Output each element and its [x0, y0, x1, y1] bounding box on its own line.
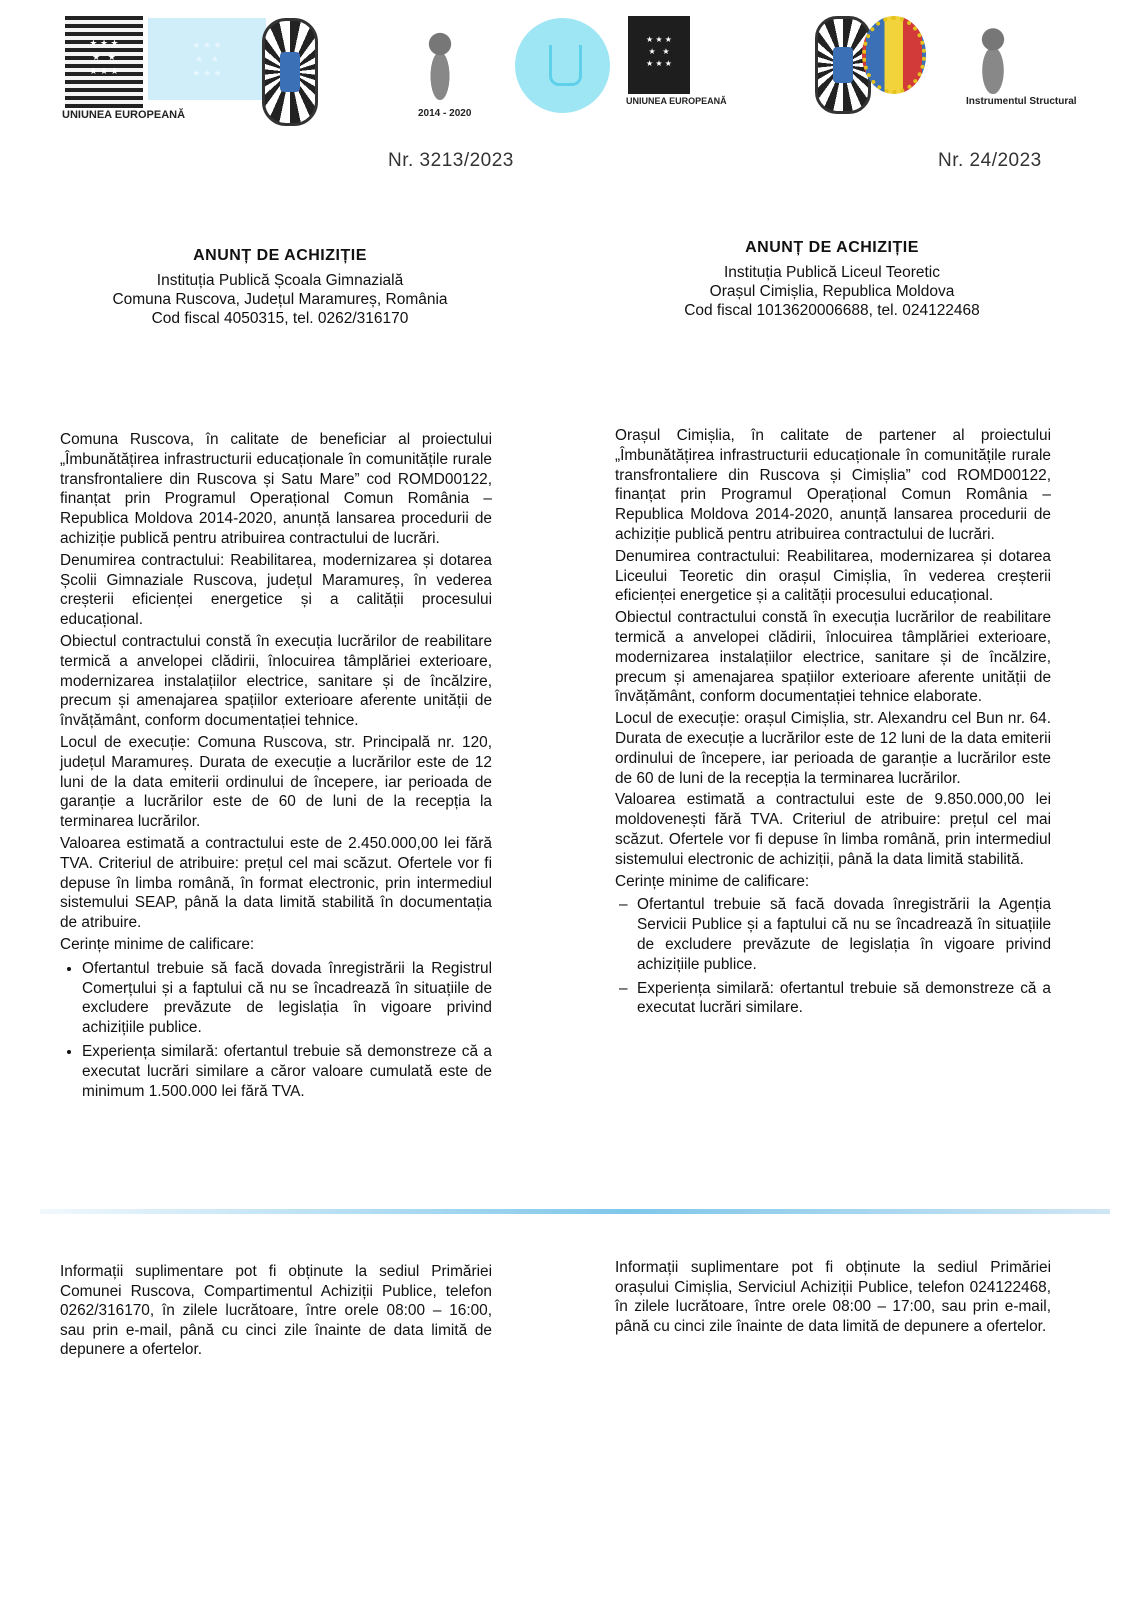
party-role: ANUNȚ DE ACHIZIȚIE — [193, 247, 367, 264]
left-body — [60, 430, 492, 1105]
right-body — [615, 426, 1051, 1022]
requirements-list — [60, 959, 492, 1102]
list-item: – Ofertantul trebuie să facă dovada înregistrării la Agenția Servicii Publice și a faptului că nu se încadrează în situațiile de excludere prevăzute de legislația în vigoare privind achizițiile publice. — [637, 895, 1051, 974]
party-line: Cod fiscal 4050315, tel. 0262/316170 — [151, 310, 409, 327]
eu-flag-logo — [628, 16, 690, 94]
paragraph: Denumirea contractului: Reabilitarea, modernizarea și dotarea Liceului Teoretic din orașul Cimișlia, în vederea creșterii eficienței energetice și a calității procesului educațional. — [615, 547, 1051, 605]
eu-ring-icon — [862, 16, 926, 94]
left-footer-text: Informații suplimentare pot fi obținute la sediul Primăriei Comunei Ruscova, Compartimentul Achiziții Publice, telefon 0262/316170, în zilele lucrătoare, între orele 08:00 – 16:00, sau prin e-mail, până cu cinci zile înainte de data limită de depunere a ofertelor. — [60, 1263, 492, 1358]
paragraph: Obiectul contractului constă în execuția lucrărilor de reabilitare termică a anvelopei clădirii, înlocuirea tâmplăriei exterioare, modernizarea instalațiilor electrice, sanitare și de încălzire, precum și amenajarea spațiilor exterioare aferente unității de învățământ, conform documentației tehnice. — [60, 632, 492, 730]
paragraph: Valoarea estimată a contractului este de 9.850.000,00 lei moldovenești fără TVA. Criteriul de atribuire: prețul cel mai scăzut. Ofertele vor fi depuse în limba română, prin intermediul sistemului electronic de achiziții, până la data limită stabilită. — [615, 791, 1051, 868]
stars-icon: ★ ★ ★ ★ ★ ★ ★ ★ — [192, 40, 222, 78]
logo-caption: Instrumentul Structural — [966, 96, 1077, 107]
paragraph: Orașul Cimișlia, în calitate de partener al proiectului „Îmbunătățirea infrastructurii educaționale în comunitățile rurale transfrontaliere din Ruscova și Cimișlia” cod ROMD00122, finanțat prin Programul Operațional Comun România – Republica Moldova 2014-2020, anunță lansarea procedurii de achiziție publică pentru atribuirea contractului de lucrări. — [615, 427, 1051, 543]
government-logo-icon — [515, 18, 610, 113]
left-party-header — [60, 246, 500, 328]
paragraph: Obiectul contractului constă în execuția lucrărilor de reabilitare termică a anvelopei clădirii, înlocuirea tâmplăriei exterioare, modernizarea instalațiilor electrice, sanitare și de încălzire, precum și amenajarea spațiilor exterioare aferente unității de învățământ, conform documentației tehnice elaborate. — [615, 609, 1051, 706]
paragraph: Cerințe minime de calificare: — [60, 935, 255, 953]
stars-icon: ★ ★ ★ ★ ★ ★ ★ ★ — [89, 38, 119, 76]
right-party-header — [612, 238, 1052, 320]
party-line: Instituția Publică Școala Gimnazială — [156, 272, 404, 289]
list-item: • Experiența similară: ofertantul trebuie să demonstreze că a executat lucrări similare a căror valoare cumulată este de minimum 1.500.000 lei fără TVA. — [82, 1042, 492, 1101]
party-line: Comuna Ruscova, Județul Maramureș, România — [112, 291, 448, 308]
right-footer-text: Informații suplimentare pot fi obținute la sediul Primăriei orașului Cimișlia, Serviciul Achiziții Publice, telefon 024122468, în zilele lucrătoare, între orele 08:00 – 17:00, sau prin e-mail, până cu cinci zile înainte de data limită de depunere a ofertelor. — [615, 1259, 1051, 1335]
romania-coat-of-arms-icon — [262, 18, 318, 126]
paragraph: Cerințe minime de calificare: — [615, 872, 810, 890]
page-divider — [40, 1209, 1110, 1214]
paragraph: Comuna Ruscova, în calitate de beneficiar al proiectului „Îmbunătățirea infrastructurii educaționale în comunitățile rurale transfrontaliere din Ruscova și Satu Mare” cod ROMD00122, finanțat prin Programul Operațional Comun România – Republica Moldova 2014-2020, anunță lansarea procedurii de achiziție publică pentru atribuirea contractului de lucrări. — [60, 431, 492, 547]
paragraph: Locul de execuție: orașul Cimișlia, str. Alexandru cel Bun nr. 64. Durata de execuție a lucrărilor este de 12 luni de la data emiterii ordinului de începere, iar perioada de garanție a lucrărilor este de 60 de luni de la recepția la terminarea lucrărilor. — [615, 710, 1051, 787]
registration-number-right: Nr. 24/2023 — [938, 150, 1042, 171]
list-item: • Ofertantul trebuie să facă dovada înregistrării la Registrul Comerțului și a faptului că nu se încadrează în situațiile de excludere prevăzute de legislația în vigoare privind achizițiile publice. — [82, 959, 492, 1038]
logo-caption: UNIUNEA EUROPEANĂ — [62, 109, 186, 121]
stars-icon: ★ ★ ★ ★ ★ ★ ★ ★ — [646, 35, 672, 68]
registration-number-left: Nr. 3213/2023 — [388, 150, 514, 171]
eu-flag-logo — [65, 16, 143, 108]
paragraph: Locul de execuție: Comuna Ruscova, str. Principală nr. 120, județul Maramureș. Durata de execuție a lucrărilor este de 12 luni de la data emiterii ordinului de începere, iar perioada de garanție a lucrărilor este de 60 de luni de la recepția la terminarea lucrărilor. — [60, 733, 492, 831]
logo-caption: UNIUNEA EUROPEANĂ — [626, 96, 727, 106]
party-line: Cod fiscal 1013620006688, tel. 024122468 — [684, 302, 980, 319]
party-role: ANUNȚ DE ACHIZIȚIE — [745, 239, 919, 256]
party-line: Orașul Cimișlia, Republica Moldova — [709, 283, 955, 300]
paragraph: Denumirea contractului: Reabilitarea, modernizarea și dotarea Școlii Gimnaziale Ruscova, județul Maramureș, în vederea creșterii eficienței energetice și a calității procesului educațional. — [60, 551, 492, 629]
list-item: – Experiența similară: ofertantul trebuie să demonstreze că a executat lucrări similare. — [637, 979, 1051, 1019]
logo-caption: 2014 - 2020 — [418, 108, 472, 119]
paragraph: Valoarea estimată a contractului este de 2.450.000,00 lei fără TVA. Criteriul de atribuire: prețul cel mai scăzut. Ofertele vor fi depuse în limba română, în format electronic, prin intermediul sistemului SEAP, până la data limită stabilită în documentația de atribuire. — [60, 834, 492, 932]
requirements-list — [615, 895, 1051, 1018]
programme-logo-icon — [418, 20, 462, 100]
party-line: Instituția Publică Liceul Teoretic — [724, 264, 940, 281]
programme-logo-icon — [968, 16, 1018, 94]
eu-flag-light-logo — [148, 18, 266, 100]
